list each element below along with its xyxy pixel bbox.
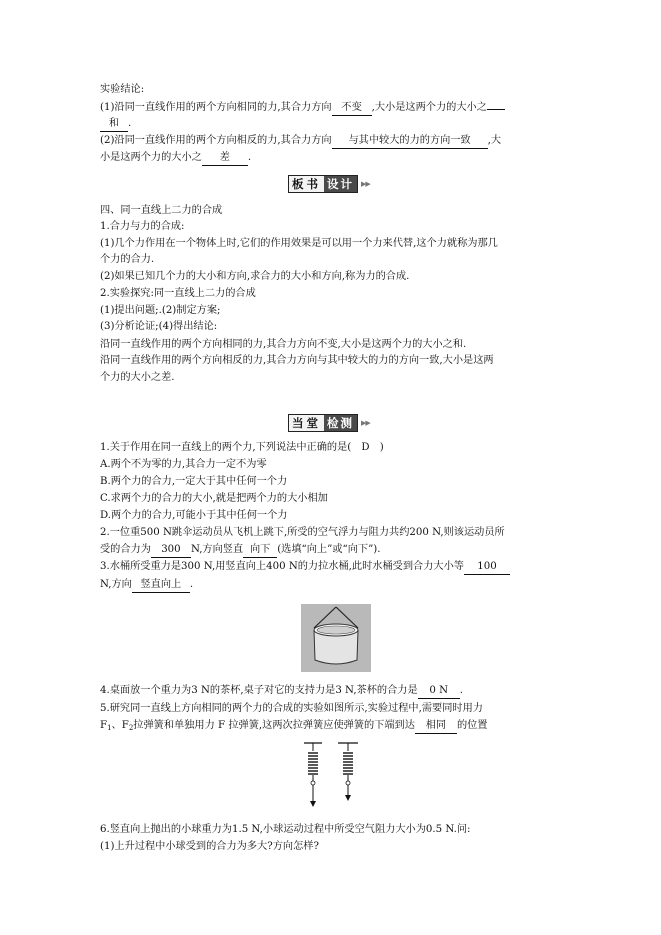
banshu-line: (1)提出问题;.(2)制定方案; <box>100 305 221 316</box>
banshu-line: 沿同一直线作用的两个方向相反的力,其合力方向与其中较大的力的方向一致,大小是这两 <box>100 355 494 366</box>
question-1: 1.关于作用在同一直线上的两个力,下列说法中正确的是( D ) <box>100 442 384 453</box>
blank-answer: 与其中较大的力的方向一致 <box>332 134 488 149</box>
conclusion-title: 实验结论: <box>100 84 145 95</box>
section-heading-banshu: 板书 设计 ▶▶ <box>288 175 370 193</box>
banshu-line: 个力的大小之差. <box>100 372 175 383</box>
question-5: 5.研究同一直线上方向相同的两个力的合成的实验如图所示,实验过程中,需要同时用力 <box>100 703 483 714</box>
banshu-line: 1.合力与力的合成: <box>100 221 185 232</box>
question-6: 6.竖直向上抛出的小球重力为1.5 N,小球运动过程中所受空气阻力大小为0.5 N.问: <box>100 824 471 835</box>
arrow-decoration-icon: ▶▶ <box>361 180 370 188</box>
option-d: D.两个力的合力,可能小于其中任何一个力 <box>100 510 288 521</box>
option-c: C.求两个力的合力的大小,就是把两个力的大小相加 <box>100 493 328 504</box>
option-b: B.两个力的合力,一定大于其中任何一个力 <box>100 476 288 487</box>
blank-answer: 0 N <box>418 684 460 699</box>
banshu-line: 2.实验探究:同一直线上二力的合成 <box>100 288 256 299</box>
banshu-line: (3)分析论证;(4)得出结论: <box>100 321 218 332</box>
blank-answer: 300 <box>151 543 191 558</box>
banshu-line: 个力的合力. <box>100 254 155 265</box>
springs-figure <box>298 741 368 811</box>
bucket-figure <box>301 604 371 672</box>
conclusion-item-1-cont: 和 . <box>100 117 131 132</box>
question-4: 4.桌面放一个重力为3 N的茶杯,桌子对它的支持力是3 N,茶杯的合力是 0 N . <box>100 684 463 699</box>
banshu-title: 四、同一直线上二力的合成 <box>100 205 223 216</box>
blank-answer: 向下 <box>243 543 277 558</box>
arrow-decoration-icon: ▶▶ <box>361 419 370 427</box>
banshu-line: (1)几个力作用在一个物体上时,它们的作用效果是可以用一个力来代替,这个力就称为那几 <box>100 238 498 249</box>
question-2-cont: 受的合力为 300 N,方向竖直 向下 (选填“向上”或“向下”). <box>100 543 381 558</box>
question-5-cont: $F_1$、$F_2$拉弹簧和单独用力 F 拉弹簧,这两次拉弹簧应使弹簧的下端到达 相同 的位置 <box>100 720 488 732</box>
blank-answer: 竖直向上 <box>132 578 190 593</box>
question-2: 2.一位重500 N跳伞运动员从飞机上跳下,所受的空气浮力与阻力共约200 N,则该运动员所 <box>100 527 505 538</box>
banshu-line: 沿同一直线作用的两个方向相同的力,其合力方向不变,大小是这两个力的大小之和. <box>100 339 467 350</box>
banshu-line: (2)如果已知几个力的大小和方向,求合力的大小和方向,称为力的合成. <box>100 271 410 282</box>
blank-answer: 100 <box>464 560 510 575</box>
conclusion-item-1: (1)沿同一直线作用的两个方向相同的力,其合力方向 不变 ,大小是这两个力的大小之 <box>100 101 505 116</box>
blank-answer: 差 <box>202 151 248 166</box>
blank-answer: 和 <box>100 117 128 132</box>
blank-answer: 不变 <box>332 101 372 116</box>
question-3: 3.水桶所受重力是300 N,用竖直向上400 N的力拉水桶,此时水桶受到合力大小等 100 <box>100 560 510 575</box>
conclusion-item-2: (2)沿同一直线作用的两个方向相反的力,其合力方向 与其中较大的力的方向一致 ,大 <box>100 134 501 149</box>
question-6-part-1: (1)上升过程中小球受到的合力为多大?方向怎样? <box>100 841 319 852</box>
section-heading-jiance: 当堂 检测 ▶▶ <box>288 414 370 432</box>
conclusion-item-2-cont: 小是这两个力的大小之 差 . <box>100 151 251 166</box>
question-3-cont: N,方向 竖直向上 . <box>100 578 193 593</box>
blank-answer: 相同 <box>415 719 457 734</box>
option-a: A.两个不为零的力,其合力一定不为零 <box>100 459 267 470</box>
